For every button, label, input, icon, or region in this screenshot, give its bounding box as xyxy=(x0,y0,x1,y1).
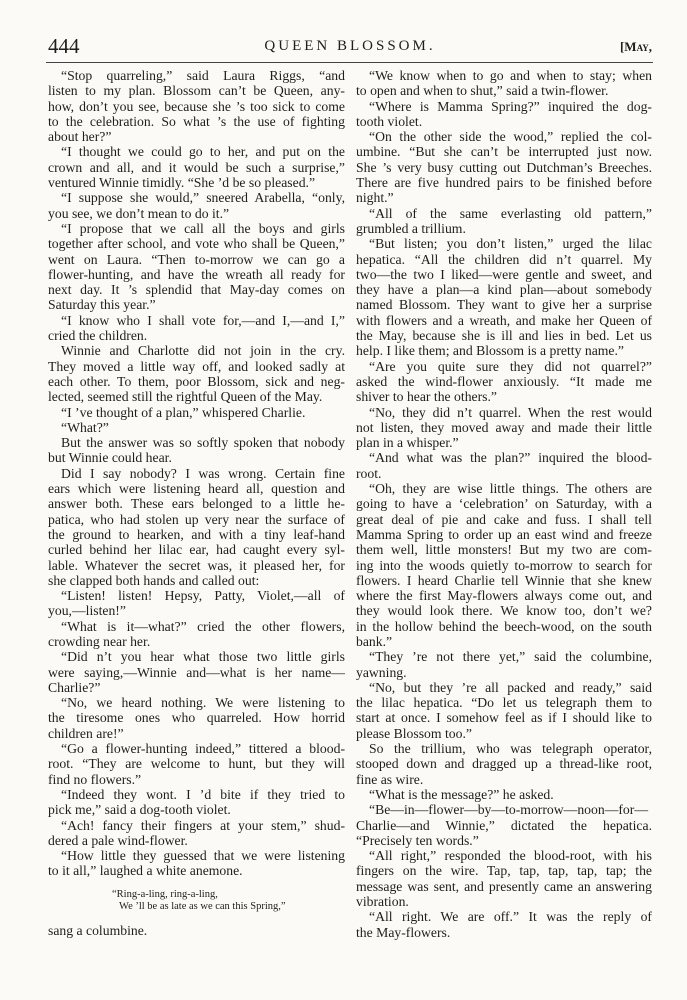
verse-line: We ’ll be as late as we can this Spring,” xyxy=(119,900,286,912)
paragraph xyxy=(48,313,345,344)
text-line: crown and all, and it would be such a surprise,” xyxy=(48,159,345,175)
text-line: sang a columbine. xyxy=(48,922,148,938)
text-line: “Be—in—flower—by—to-morrow—noon—for— xyxy=(369,802,649,818)
paragraph xyxy=(356,450,652,481)
text-line: help. I like them; and Blossom is a pretty name.” xyxy=(356,343,624,359)
text-line: “Did n’t you hear what those two little girls xyxy=(61,649,345,665)
text-line: find no flowers.” xyxy=(48,771,142,787)
verse-quote xyxy=(48,889,345,913)
paragraph xyxy=(48,787,345,818)
text-line: Mamma Spring to order up an east wind and freeze xyxy=(356,526,652,542)
text-line: hepatica. “All the children did n’t quarrel. My xyxy=(356,251,652,267)
text-line: she clapped both hands and called out: xyxy=(48,572,260,588)
text-line: together after school, and vote who shall be Queen,” xyxy=(48,236,345,252)
paragraph xyxy=(48,68,345,144)
text-line: how, don’t you see, because she ’s too sick to come xyxy=(48,98,345,114)
text-line: “I thought we could go to her, and put on the xyxy=(61,144,345,160)
text-line: ventured Winnie timidly. “She ’d be so pleased.” xyxy=(48,175,316,191)
paragraph xyxy=(48,818,345,849)
paragraph xyxy=(356,405,652,451)
text-line: So the trillium, who was telegraph operator, xyxy=(369,741,652,757)
text-line: lable. Whatever the secret was, it pleased her, for xyxy=(48,557,345,573)
text-line: root. “They are welcome to hunt, but they will xyxy=(48,756,345,772)
text-line: “On the other side the wood,” replied the col- xyxy=(369,129,652,145)
text-line: “Are you quite sure they did not quarrel?” xyxy=(369,358,652,374)
text-line: went on Laura. “Then to-morrow we can go a xyxy=(48,251,345,267)
page-number: 444 xyxy=(48,34,80,58)
text-line: in the hollow behind the beech-wood, on the south xyxy=(356,618,652,634)
text-line: pick me,” said a dog-tooth violet. xyxy=(48,802,231,818)
text-line: patica, who had stolen up very near the surface of xyxy=(48,511,345,527)
paragraph xyxy=(48,848,345,879)
text-line: “What?” xyxy=(61,419,109,435)
text-line: “Listen! listen! Hepsy, Patty, Violet,—all of xyxy=(61,588,345,604)
paragraph xyxy=(356,129,652,205)
text-line: Winnie and Charlotte did not join in the cry. xyxy=(61,343,345,359)
text-line: shiver to hear the others.” xyxy=(356,389,498,405)
text-line: “How little they guessed that we were listening xyxy=(61,848,345,864)
text-line: There are five hundred pairs to be finished before xyxy=(356,175,652,191)
text-line: but Winnie could hear. xyxy=(48,450,172,466)
text-line: you,—listen!” xyxy=(48,603,126,619)
text-line: “No, but they ’re all packed and ready,” said xyxy=(369,679,652,695)
text-line: listen to my plan. Blossom can’t be Queen, any- xyxy=(48,83,345,99)
paragraph xyxy=(48,588,345,619)
text-line: tooth violet. xyxy=(356,113,423,129)
running-header xyxy=(48,34,652,58)
paragraph xyxy=(356,649,652,680)
paragraph xyxy=(48,741,345,787)
text-line: “Go a flower-hunting indeed,” tittered a blood- xyxy=(61,741,345,757)
text-line: stooped down and dragged up a thread-like root, xyxy=(356,756,652,772)
text-line: fine as wire. xyxy=(356,771,424,787)
paragraph xyxy=(48,144,345,190)
text-line: flower-hunting, and have the wreath all ready for xyxy=(48,266,345,282)
paragraph xyxy=(48,405,345,420)
text-line: “And what was the plan?” inquired the blood- xyxy=(369,450,652,466)
paragraph xyxy=(356,359,652,405)
text-line: start at once. I somehow feel as if I should like to xyxy=(356,710,652,726)
text-line: bank.” xyxy=(356,633,393,649)
text-line: the tiresome ones who quarreled. How horrid xyxy=(48,710,345,726)
paragraph xyxy=(356,680,652,741)
paragraph xyxy=(48,695,345,741)
text-line: to open and when to shut,” said a twin-flower. xyxy=(356,83,609,99)
right-column xyxy=(356,68,652,940)
text-line: ing into the woods quietly to-morrow to search for xyxy=(356,557,652,573)
text-line: umbine. “But she can’t be interrupted just now. xyxy=(356,144,652,160)
paragraph xyxy=(356,68,652,99)
paragraph xyxy=(356,236,652,358)
paragraph xyxy=(356,206,652,237)
text-line: “But listen; you don’t listen,” urged the lilac xyxy=(369,236,652,252)
text-line: “Precisely ten words.” xyxy=(356,832,479,848)
text-line: to it all,” laughed a white anemone. xyxy=(48,863,243,879)
text-line: were saying,—Winnie and—what is her name— xyxy=(48,664,345,680)
text-line: next day. It ’s splendid that May-day comes on xyxy=(48,282,345,298)
text-line: named Blossom. They want to give her a surprise xyxy=(356,297,652,313)
text-line: they have a plan—a kind plan—about somebody xyxy=(356,282,652,298)
text-line: Saturday this year.” xyxy=(48,297,156,313)
paragraph xyxy=(356,99,652,130)
paragraph xyxy=(48,190,345,221)
text-line: flowers. I heard Charlie tell Winnie that she knew xyxy=(356,572,652,588)
text-line: answer both. These ears belonged to a little he- xyxy=(48,496,345,512)
text-line: lected, seemed still the rightful Queen of the May. xyxy=(48,389,323,405)
text-line: root. xyxy=(356,465,382,481)
text-line: with flowers and a wreath, and make her Queen of xyxy=(356,312,652,328)
text-line: the lilac hepatica. “Do let us telegraph them to xyxy=(356,695,652,711)
text-line: “All right,” responded the blood-root, with his xyxy=(369,848,652,864)
text-line: curled behind her lilac ear, had caught every syl- xyxy=(48,542,345,558)
text-line: They moved a little way off, and looked sadly at xyxy=(48,358,345,374)
text-line: “I suppose she would,” sneered Arabella, “only, xyxy=(61,190,345,206)
text-line: vibration. xyxy=(356,894,409,910)
text-line: “No, they did n’t quarrel. When the rest would xyxy=(369,404,652,420)
text-line: “All right. We are off.” It was the reply of xyxy=(369,909,652,925)
text-line: “Stop quarreling,” said Laura Riggs, “and xyxy=(61,68,345,83)
text-line: dered a pale wind-flower. xyxy=(48,832,188,848)
paragraph xyxy=(48,420,345,435)
text-line: Charlie—and Winnie,” dictated the hepatica. xyxy=(356,817,652,833)
paragraph xyxy=(356,802,652,848)
text-line: “We know when to go and when to stay; when xyxy=(369,68,652,83)
text-line: “Indeed they wont. I ’d bite if they tried to xyxy=(61,786,345,802)
text-line: fingers on the wire. Tap, tap, tap, tap, tap; the xyxy=(356,863,652,879)
text-line: going to have a ‘celebration’ on Saturday, with a xyxy=(356,496,652,512)
text-line: where the first May-flowers always come out, and xyxy=(356,588,652,604)
text-line: cried the children. xyxy=(48,328,148,344)
text-line: message was sent, and presently came an answering xyxy=(356,878,652,894)
text-line: plan in a whisper.” xyxy=(356,435,459,451)
text-line: “I know who I shall vote for,—and I,—and I,” xyxy=(61,312,345,328)
text-line: Charlie?” xyxy=(48,679,101,695)
paragraph xyxy=(48,343,345,404)
text-line: to the celebration. So what ’s the use of fighting xyxy=(48,113,345,129)
text-line: “What is the message?” he asked. xyxy=(369,786,554,802)
text-line: children are!” xyxy=(48,725,124,741)
text-line: “I propose that we call all the boys and girls xyxy=(61,220,345,236)
text-line: them well, little monsters! But my two are com- xyxy=(356,542,652,558)
paragraph xyxy=(48,619,345,650)
text-line: “What is it—what?” cried the other flowers, xyxy=(61,618,345,634)
text-line: But the answer was so softly spoken that nobody xyxy=(61,435,345,451)
paragraph xyxy=(48,221,345,313)
text-line: “No, we heard nothing. We were listening to xyxy=(61,695,345,711)
running-month: [May, xyxy=(619,39,652,54)
paragraph xyxy=(48,435,345,466)
text-line: night.” xyxy=(356,190,394,206)
text-line: asked the wind-flower anxiously. “It made me xyxy=(356,373,652,389)
text-line: they would look there. We know too, don’t we? xyxy=(356,603,652,619)
text-line: please Blossom too.” xyxy=(356,725,472,741)
text-line: not listen, they moved away and made their little xyxy=(356,419,652,435)
text-line: the May-flowers. xyxy=(356,924,451,940)
text-line: ears which were listening heard all, question and xyxy=(48,481,345,497)
verse-line: “Ring-a-ling, ring-a-ling, xyxy=(112,888,218,900)
text-line: “They ’re not there yet,” said the columbine, xyxy=(369,649,652,665)
running-title: QUEEN BLOSSOM. xyxy=(264,38,436,54)
paragraph xyxy=(48,466,345,588)
text-line: “I ’ve thought of a plan,” whispered Charlie. xyxy=(61,404,306,420)
text-line: yawning. xyxy=(356,664,407,680)
paragraph xyxy=(356,787,652,802)
paragraph xyxy=(356,848,652,909)
text-line: “All of the same everlasting old pattern,” xyxy=(369,205,652,221)
paragraph xyxy=(48,649,345,695)
text-line: each other. To them, poor Blossom, sick and neg- xyxy=(48,373,345,389)
paragraph xyxy=(356,481,652,649)
paragraph xyxy=(356,741,652,787)
text-line: crowding near her. xyxy=(48,633,151,649)
text-line: grumbled a trillium. xyxy=(356,220,466,236)
paragraph xyxy=(356,909,652,940)
text-line: the May, because she is ill and lies in bed. Let us xyxy=(356,328,652,344)
header-rule xyxy=(46,62,653,63)
text-line: “Ach! fancy their fingers at your stem,” shud- xyxy=(61,817,345,833)
left-column xyxy=(48,68,345,938)
text-line: Did I say nobody? I was wrong. Certain fine xyxy=(61,465,345,481)
text-line: the ground to hearken, and with a tiny leaf-hand xyxy=(48,526,345,542)
text-line: about her?” xyxy=(48,129,112,145)
text-line: “Where is Mamma Spring?” inquired the dog- xyxy=(369,98,652,114)
text-line: She ’s very busy cutting out Dutchman’s Breeches. xyxy=(356,159,652,175)
text-line: “Oh, they are wise little things. The others are xyxy=(369,481,652,497)
text-line: great deal of pie and cake and fuss. I shall tell xyxy=(356,511,652,527)
text-line: you see, we don’t mean to do it.” xyxy=(48,205,230,221)
text-line: two—the two I liked—were gentle and sweet, and xyxy=(356,266,652,282)
